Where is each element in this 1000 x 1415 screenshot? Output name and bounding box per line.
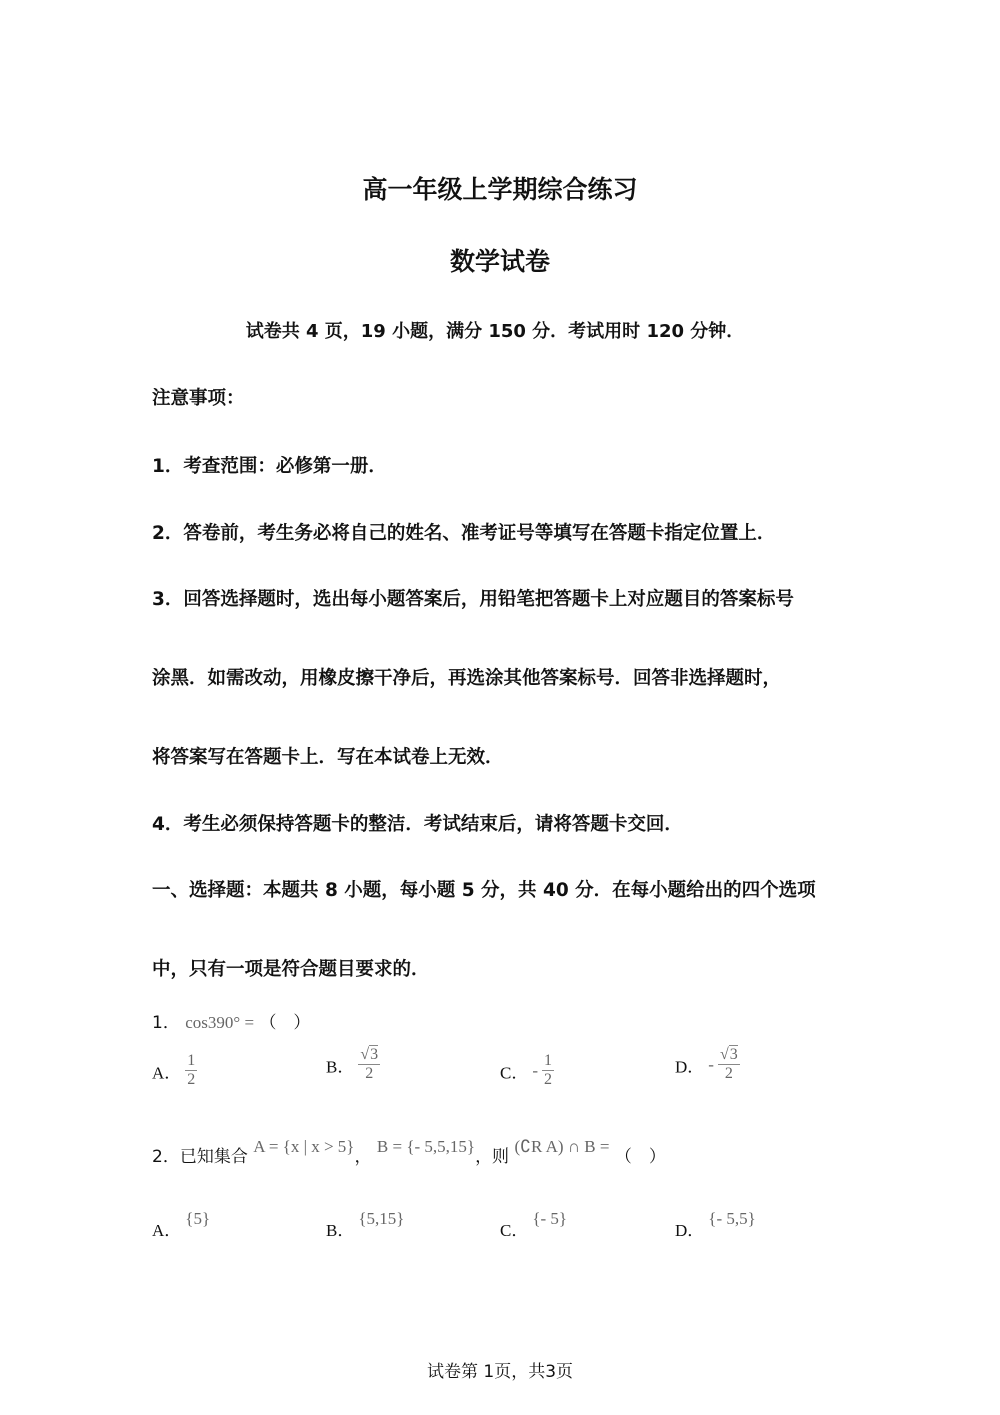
radicand: 3 xyxy=(370,1046,379,1063)
option-label: B． xyxy=(326,1057,355,1077)
sqrt-symbol: √3 xyxy=(719,1046,738,1063)
exam-info: 试卷共 4 页，19 小题，满分 150 分．考试用时 120 分钟． xyxy=(245,321,745,342)
comma: ， xyxy=(354,1147,372,1167)
fraction-numerator: 1 xyxy=(542,1052,554,1071)
option-label: C． xyxy=(500,1063,529,1083)
fraction xyxy=(718,1046,740,1084)
fraction xyxy=(542,1052,554,1090)
note-item: 3．回答选择题时，选出每小题答案后，用铅笔把答题卡上对应题目的答案标号 xyxy=(152,589,794,610)
radicand: 3 xyxy=(729,1046,738,1063)
option-value: {5} xyxy=(185,1209,211,1228)
exam-subtitle: 数学试卷 xyxy=(449,247,550,276)
option-d xyxy=(675,1046,740,1084)
option-b xyxy=(326,1046,380,1084)
option-label: D． xyxy=(675,1057,705,1077)
question-text: 已知集合 xyxy=(179,1147,248,1167)
option-d xyxy=(675,1204,756,1240)
option-label: D． xyxy=(675,1221,705,1240)
section-heading: 一、选择题：本题共 8 小题，每小题 5 分，共 40 分．在每小题给出的四个选项 xyxy=(152,880,816,901)
option-a xyxy=(152,1204,211,1240)
minus-sign: - xyxy=(708,1054,714,1074)
note-item: 将答案写在答题卡上．写在本试卷上无效． xyxy=(152,747,504,768)
set-b-expression: B = {- 5,5,15} xyxy=(376,1137,476,1156)
set-a-expression: A = {x | x > 5} xyxy=(253,1137,355,1156)
question-expression: cos390° = xyxy=(185,1013,255,1032)
question-1 xyxy=(152,1008,310,1033)
option-a xyxy=(152,1052,197,1090)
note-item: 1．考查范围：必修第一册． xyxy=(152,456,387,477)
note-item: 4．考生必须保持答题卡的整洁．考试结束后，请将答题卡交回． xyxy=(152,814,683,835)
note-item: 涂黑．如需改动，用橡皮擦干净后，再选涂其他答案标号．回答非选择题时， xyxy=(152,668,782,689)
option-label: A． xyxy=(152,1063,182,1083)
question-number: 2． xyxy=(152,1147,180,1167)
option-label: C． xyxy=(500,1221,529,1240)
fraction-numerator xyxy=(358,1046,380,1065)
option-c xyxy=(500,1052,554,1090)
page-footer: 试卷第 1页，共3页 xyxy=(426,1362,574,1382)
intersection-expression: (∁R A) ∩ B = xyxy=(514,1137,610,1156)
fraction-denominator: 2 xyxy=(365,1065,374,1083)
fraction xyxy=(185,1052,197,1090)
note-item: 2．答卷前，考生务必将自己的姓名、准考证号等填写在答题卡指定位置上． xyxy=(152,523,776,544)
exam-title: 高一年级上学期综合练习 xyxy=(362,175,638,204)
option-value: {- 5} xyxy=(532,1209,568,1228)
fraction-numerator: 1 xyxy=(185,1052,197,1071)
notes-heading: 注意事项： xyxy=(152,388,245,409)
answer-paren: （ ） xyxy=(614,1147,666,1167)
question-2 xyxy=(152,1137,666,1167)
section-heading-cont: 中，只有一项是符合题目要求的． xyxy=(152,959,430,980)
option-label: B． xyxy=(326,1221,355,1240)
option-value: {5,15} xyxy=(358,1209,405,1228)
question-number: 1． xyxy=(152,1013,180,1033)
fraction-denominator: 2 xyxy=(724,1065,733,1083)
fraction xyxy=(358,1046,380,1084)
answer-paren: （ ） xyxy=(259,1013,311,1033)
fraction-numerator xyxy=(718,1046,740,1065)
option-label: A． xyxy=(152,1221,182,1240)
option-value: {- 5,5} xyxy=(708,1209,756,1228)
option-b xyxy=(326,1204,405,1240)
minus-sign: - xyxy=(532,1060,539,1080)
question-text: ，则 xyxy=(475,1147,510,1167)
fraction-denominator: 2 xyxy=(544,1071,553,1089)
fraction-denominator: 2 xyxy=(187,1071,196,1089)
sqrt-symbol: √3 xyxy=(360,1046,379,1063)
option-c xyxy=(500,1204,568,1240)
